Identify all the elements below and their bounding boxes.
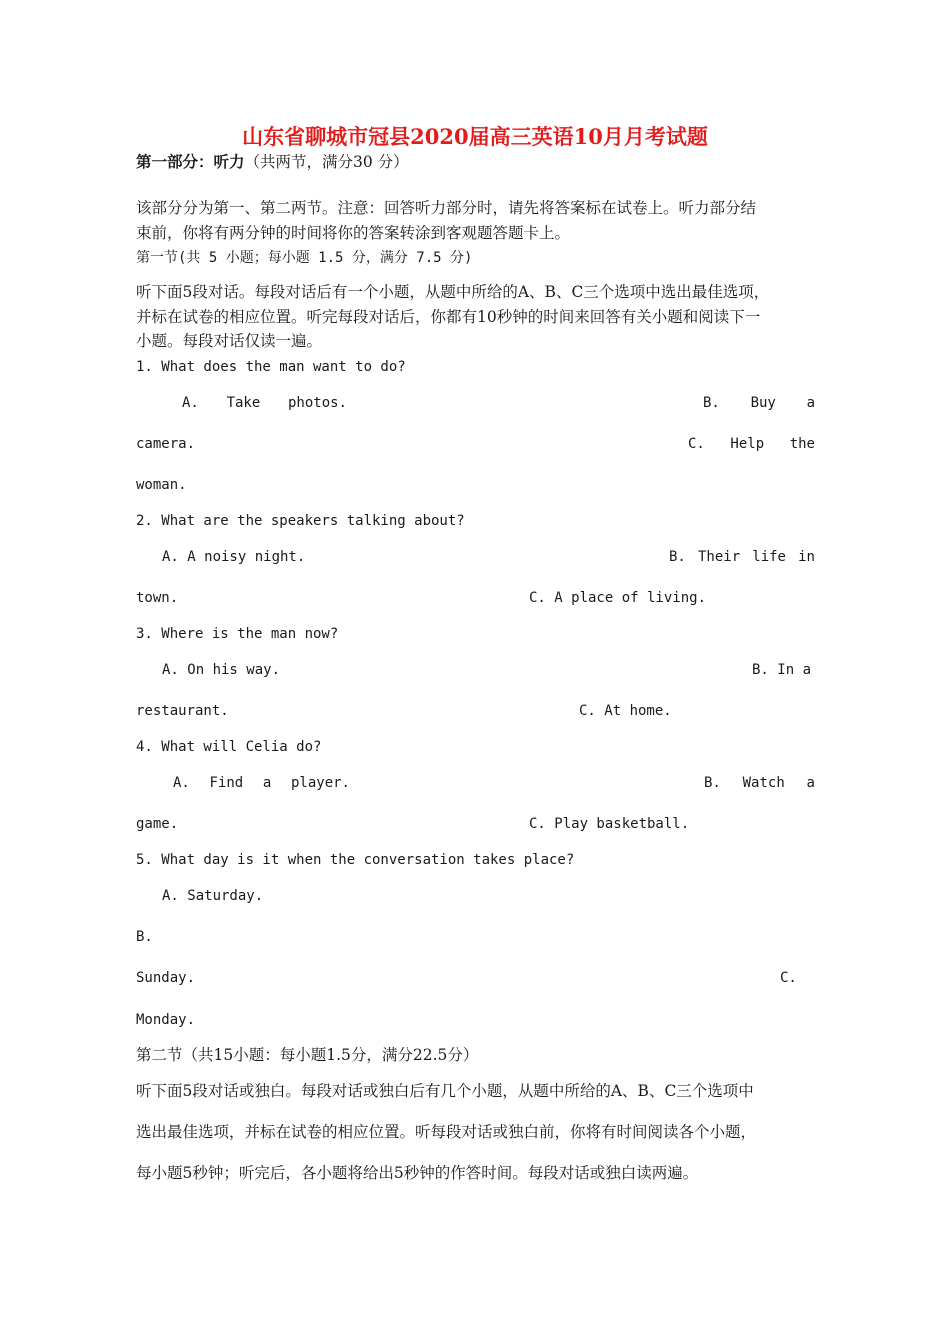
- part1-heading: [136, 152, 409, 172]
- part1-note-line1: 该部分分为第一、第二两节。注意：回答听力部分时，请先将答案标在试卷上。听力部分结: [136, 199, 757, 217]
- q1-c-label: C.: [688, 436, 705, 452]
- q2-b-word2: life: [752, 549, 786, 565]
- section1-heading: 第一节(共 5 小题；每小题 1.5 分，满分 7.5 分): [136, 250, 473, 266]
- q5-option-b: B.: [136, 929, 153, 945]
- q1-option-a: [182, 393, 347, 413]
- q4-stem: 4. What will Celia do?: [136, 739, 322, 755]
- section2-heading: 第二节（共15小题：每小题1.5分，满分22.5分）: [136, 1046, 479, 1064]
- q4-a-label: A.: [173, 775, 190, 791]
- q4-b-word1: Watch: [742, 775, 785, 791]
- q5-option-b-cont: Sunday.: [136, 970, 196, 986]
- q3-option-b-cont: restaurant.: [136, 703, 229, 719]
- q4-option-b-cont: game.: [136, 816, 179, 832]
- q1-b-word2: a: [806, 395, 815, 411]
- q5-option-c-cont: Monday.: [136, 1012, 196, 1028]
- q2-option-b-cont: town.: [136, 590, 179, 606]
- q4-a-word3: player.: [290, 775, 350, 791]
- q4-option-b: [704, 773, 815, 793]
- q1-b-word1: Buy: [750, 395, 776, 411]
- q4-option-c: C. Play basketball.: [529, 816, 690, 832]
- q1-c-word1: Help: [730, 436, 765, 452]
- q4-a-word2: a: [262, 775, 272, 791]
- q1-option-c: [688, 434, 815, 454]
- section1-instr-line3: 小题。每段对话仅读一遍。: [136, 332, 323, 350]
- section1-instr-line1: 听下面5段对话。每段对话后有一个小题，从题中所给的A、B、C三个选项中选出最佳选项，: [136, 283, 770, 301]
- q2-option-a: A. A noisy night.: [162, 549, 306, 565]
- q3-option-b: B. In a: [752, 662, 812, 678]
- q5-stem: 5. What day is it when the conversation takes place?: [136, 852, 575, 868]
- q1-a-word2: photos.: [287, 395, 347, 411]
- q4-b-word2: a: [806, 775, 815, 791]
- q4-a-word1: Find: [209, 775, 244, 791]
- section2-instr-line2: 选出最佳选项，并标在试卷的相应位置。听每段对话或独白前，你将有时间阅读各个小题，: [136, 1123, 757, 1141]
- q4-option-a: [173, 773, 350, 793]
- q5-option-c: C.: [780, 970, 797, 986]
- section2-instr-line3: 每小题5秒钟；听完后，各小题将给出5秒钟的作答时间。每段对话或独白读两遍。: [136, 1164, 699, 1182]
- q1-option-b-cont: camera.: [136, 436, 196, 452]
- q4-b-label: B.: [704, 775, 721, 791]
- q1-b-label: B.: [703, 395, 720, 411]
- q1-option-b: [703, 393, 815, 413]
- section1-instr-line2: 并标在试卷的相应位置。听完每段对话后，你都有10秒钟的时间来回答有关小题和阅读下一: [136, 308, 761, 326]
- q2-stem: 2. What are the speakers talking about?: [136, 513, 465, 529]
- q1-c-word2: the: [789, 436, 815, 452]
- q3-option-c: C. At home.: [579, 703, 672, 719]
- q1-option-c-cont: woman.: [136, 477, 187, 493]
- q2-b-word1: Their: [697, 549, 741, 565]
- q2-b-label: B.: [669, 549, 686, 565]
- q3-option-a: A. On his way.: [162, 662, 281, 678]
- q3-stem: 3. Where is the man now?: [136, 626, 339, 642]
- q2-b-word3: in: [798, 549, 815, 565]
- section2-instr-line1: 听下面5段对话或独白。每段对话或独白后有几个小题，从题中所给的A、B、C三个选项中: [136, 1082, 754, 1100]
- q2-option-b: [669, 547, 815, 567]
- q1-stem: 1. What does the man want to do?: [136, 359, 406, 375]
- part1-note-line2: 束前，你将有两分钟的时间将你的答案转涂到客观题答题卡上。: [136, 224, 571, 242]
- page-title: 山东省聊城市冠县2020届高三英语10月月考试题: [242, 124, 708, 149]
- q1-a-word1: Take: [226, 395, 261, 411]
- q2-option-c: C. A place of living.: [529, 590, 707, 606]
- q1-a-label: A.: [182, 395, 199, 411]
- q5-option-a: A. Saturday.: [162, 888, 264, 904]
- part1-heading-bold: 第一部分：听力: [136, 152, 245, 171]
- part1-heading-rest: （共两节，满分30 分）: [244, 153, 409, 171]
